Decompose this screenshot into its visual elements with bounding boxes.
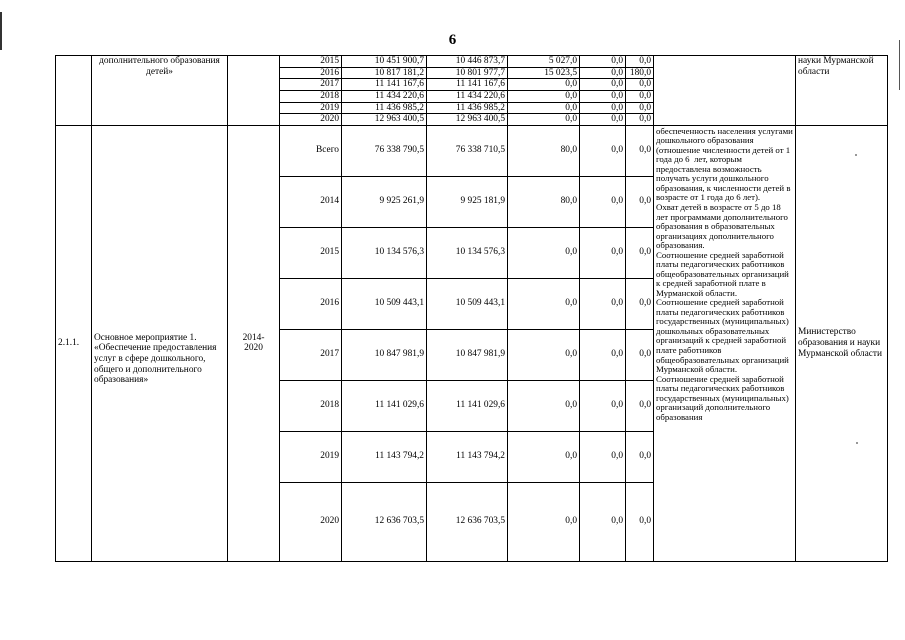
total-cell: 11 141 029,6 [342,380,427,431]
total-cell: 10 509 443,1 [342,278,427,329]
federal-budget-cell: 0,0 [508,90,580,102]
other-sources-cell: 0,0 [626,431,654,482]
federal-budget-cell: 0,0 [508,227,580,278]
year-cell: 2014 [280,176,342,227]
other-sources-cell: 0,0 [626,227,654,278]
local-budget-cell: 0,0 [580,482,626,561]
local-budget-cell: 0,0 [580,102,626,114]
year-cell: 2016 [280,278,342,329]
regional-budget-cell: 76 338 710,5 [427,125,508,176]
other-sources-cell: 0,0 [626,90,654,102]
federal-budget-cell: 0,0 [508,114,580,126]
regional-budget-cell: 11 141 167,6 [427,79,508,91]
regional-budget-cell: 9 925 181,9 [427,176,508,227]
local-budget-cell: 0,0 [580,380,626,431]
total-cell: 12 636 703,5 [342,482,427,561]
other-sources-cell: 0,0 [626,482,654,561]
indicators-cell-empty [654,56,796,126]
activity-period: 2014- 2020 [228,125,280,561]
year-cell: 2020 [280,482,342,561]
local-budget-cell: 0,0 [580,125,626,176]
federal-budget-cell: 0,0 [508,329,580,380]
total-cell: 9 925 261,9 [342,176,427,227]
federal-budget-cell: 0,0 [508,482,580,561]
local-budget-cell: 0,0 [580,176,626,227]
local-budget-cell: 0,0 [580,90,626,102]
period-cell-empty [228,56,280,126]
regional-budget-cell: 11 141 029,6 [427,380,508,431]
local-budget-cell: 0,0 [580,329,626,380]
other-sources-cell: 180,0 [626,67,654,79]
total-cell: 11 434 220,6 [342,90,427,102]
activity-name-continued: дополнительного образования детей» [92,56,228,126]
year-cell: 2015 [280,56,342,68]
total-cell: 76 338 790,5 [342,125,427,176]
regional-budget-cell: 11 436 985,2 [427,102,508,114]
federal-budget-cell: 5 027,0 [508,56,580,68]
year-cell: 2015 [280,227,342,278]
total-cell: 10 134 576,3 [342,227,427,278]
local-budget-cell: 0,0 [580,227,626,278]
regional-budget-cell: 10 801 977,7 [427,67,508,79]
regional-budget-cell: 10 509 443,1 [427,278,508,329]
other-sources-cell: 0,0 [626,329,654,380]
other-sources-cell: 0,0 [626,125,654,176]
year-cell: Всего [280,125,342,176]
federal-budget-cell: 0,0 [508,102,580,114]
total-cell: 11 436 985,2 [342,102,427,114]
total-cell: 11 141 167,6 [342,79,427,91]
year-cell: 2017 [280,79,342,91]
program-funding-table [55,55,888,562]
executor-continued: науки Мурманской области [796,56,888,126]
regional-budget-cell: 10 847 981,9 [427,329,508,380]
federal-budget-cell: 80,0 [508,176,580,227]
local-budget-cell: 0,0 [580,67,626,79]
other-sources-cell: 0,0 [626,56,654,68]
other-sources-cell: 0,0 [626,176,654,227]
other-sources-cell: 0,0 [626,380,654,431]
other-sources-cell: 0,0 [626,278,654,329]
responsible-executor: Министерство образования и науки Мурманской области [796,125,888,561]
total-cell: 10 451 900,7 [342,56,427,68]
regional-budget-cell: 10 446 873,7 [427,56,508,68]
other-sources-cell: 0,0 [626,102,654,114]
table-row [56,125,888,176]
code-cell-empty [56,56,92,126]
local-budget-cell: 0,0 [580,56,626,68]
year-cell: 2016 [280,67,342,79]
federal-budget-cell: 80,0 [508,125,580,176]
local-budget-cell: 0,0 [580,278,626,329]
page-number: 6 [448,32,457,48]
federal-budget-cell: 0,0 [508,431,580,482]
federal-budget-cell: 15 023,5 [508,67,580,79]
federal-budget-cell: 0,0 [508,79,580,91]
total-cell: 12 963 400,5 [342,114,427,126]
local-budget-cell: 0,0 [580,431,626,482]
local-budget-cell: 0,0 [580,79,626,91]
federal-budget-cell: 0,0 [508,380,580,431]
regional-budget-cell: 11 143 794,2 [427,431,508,482]
year-cell: 2020 [280,114,342,126]
activity-code: 2.1.1. [56,125,92,561]
regional-budget-cell: 12 636 703,5 [427,482,508,561]
regional-budget-cell: 11 434 220,6 [427,90,508,102]
total-cell: 10 847 981,9 [342,329,427,380]
federal-budget-cell: 0,0 [508,278,580,329]
target-indicators: обеспеченность населения услугами дошкольного образования (отношение численности детей от 1 года до 6 лет, которым предоставлена возможность получать услуги дошкольного образования, к численности детей в возрасте от 1 года до 6 лет). Охват детей в возрасте от 5 до 18 лет программами дополнительного образования в образовательных организациях дополнительного образования. Соотношение средней заработной платы педагогических работников общеобразовательных организаций к средней заработной плате в Мурманской области. Соотношение средней заработной платы педагогических работников государственных (муниципальных) дошкольных образовательных организаций к средней заработной плате работников общеобразовательных организаций Мурманской области. Соотношение средней заработной платы педагогических работников государственных (муниципальных) организаций дополнительного образования [654,125,796,561]
regional-budget-cell: 12 963 400,5 [427,114,508,126]
other-sources-cell: 0,0 [626,79,654,91]
year-cell: 2019 [280,102,342,114]
total-cell: 11 143 794,2 [342,431,427,482]
year-cell: 2019 [280,431,342,482]
year-cell: 2018 [280,90,342,102]
total-cell: 10 817 181,2 [342,67,427,79]
other-sources-cell: 0,0 [626,114,654,126]
table-row [56,56,888,68]
regional-budget-cell: 10 134 576,3 [427,227,508,278]
local-budget-cell: 0,0 [580,114,626,126]
year-cell: 2017 [280,329,342,380]
activity-name: Основное мероприятие 1. «Обеспечение предоставления услуг в сфере дошкольного, общего и дополнительного образования» [92,125,228,561]
year-cell: 2018 [280,380,342,431]
